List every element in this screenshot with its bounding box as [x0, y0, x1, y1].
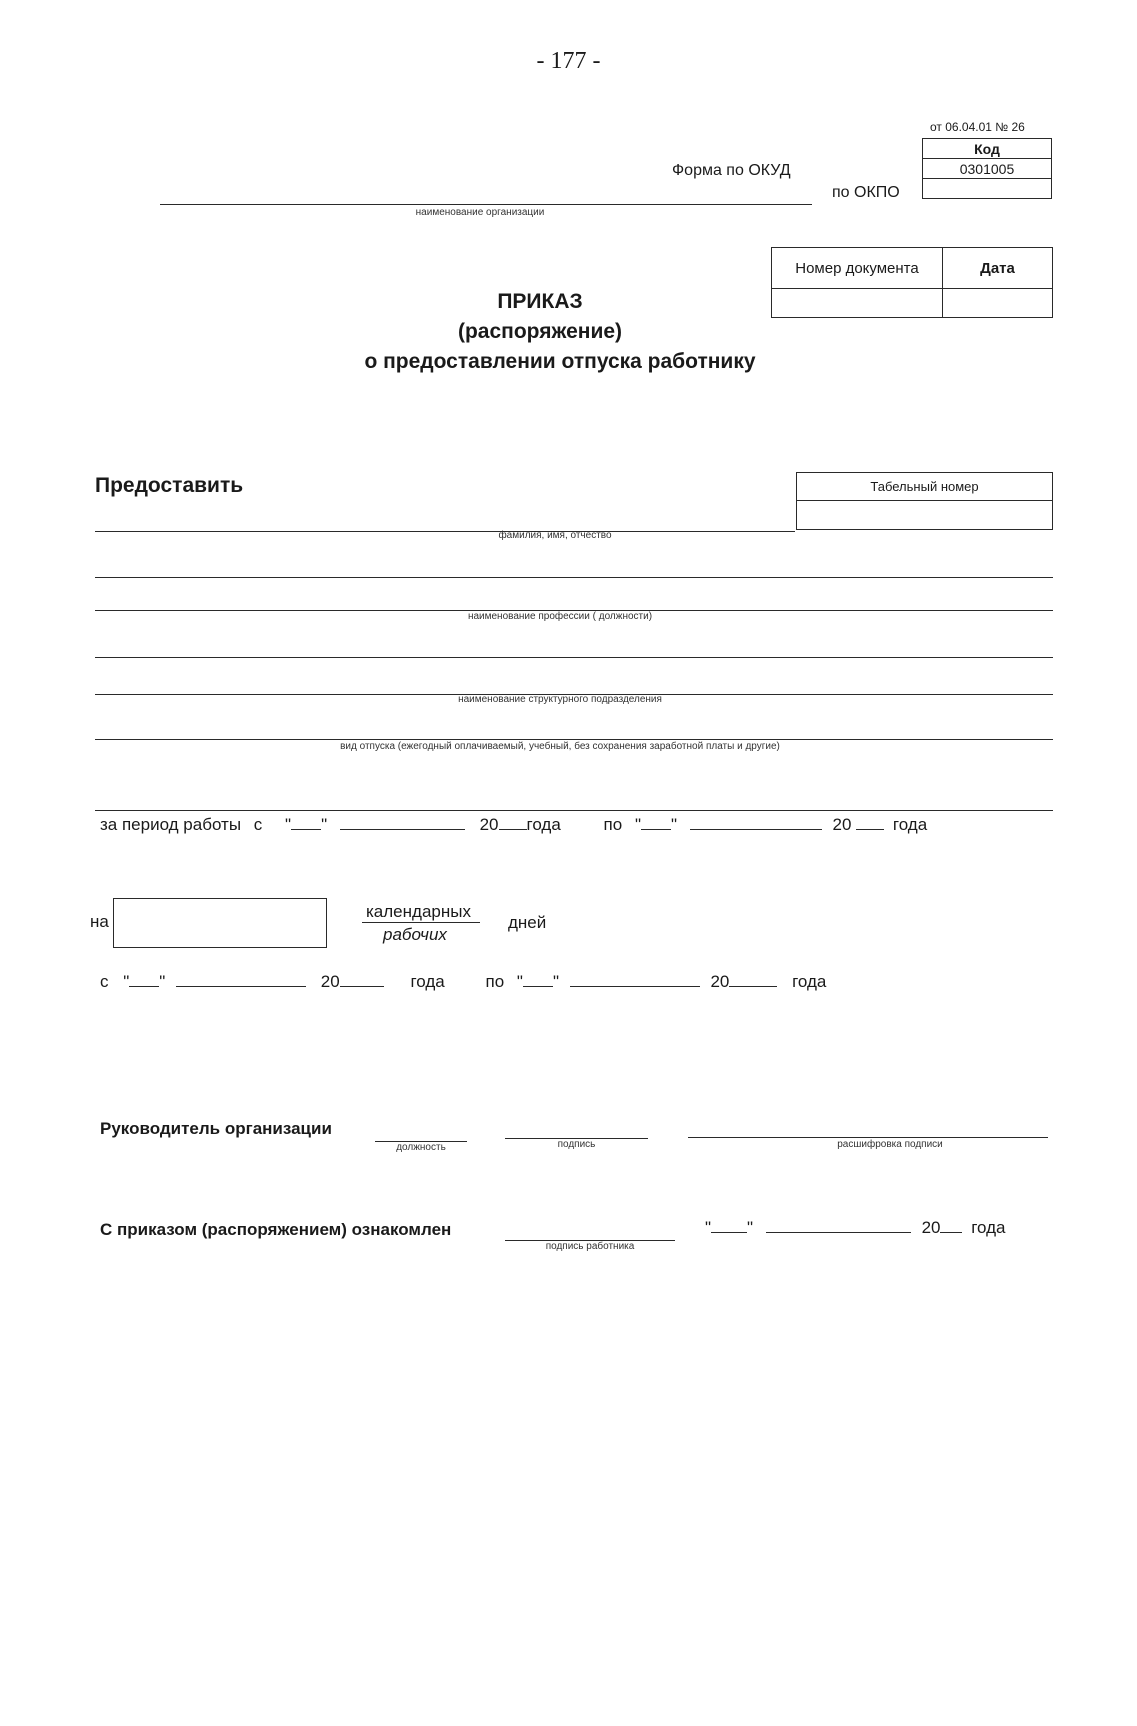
page-number: - 177 - — [536, 48, 601, 74]
okud-label: Форма по ОКУД — [672, 162, 791, 179]
organization-caption: наименование организации — [415, 207, 545, 218]
dates-from-month[interactable] — [176, 972, 306, 987]
title-subject: о предоставлении отпуска работнику — [364, 350, 756, 373]
doc-number-table — [771, 247, 1053, 318]
okpo-code-cell[interactable] — [923, 179, 1052, 199]
acquainted-year-suffix: года — [971, 1218, 1006, 1237]
profession-caption: наименование профессии ( должности) — [467, 611, 653, 622]
period-from-day[interactable] — [291, 815, 321, 830]
dates-to-year[interactable] — [729, 972, 777, 987]
period-to-label: по — [603, 815, 623, 834]
organization-line[interactable] — [160, 204, 812, 205]
head-position-caption: должность — [396, 1142, 446, 1153]
form-edition: от 06.04.01 № 26 — [930, 120, 1025, 134]
fio-caption: фамилия, имя, отчество — [498, 530, 612, 541]
dates-to-month[interactable] — [570, 972, 700, 987]
doc-date-header: Дата — [943, 248, 1053, 289]
okpo-label: по ОКПО — [832, 184, 900, 201]
duration-fraction-line — [362, 922, 480, 923]
period-label: за период работы — [100, 815, 242, 834]
period-from-year-suffix: года — [526, 815, 561, 834]
dates-row: с " " 20 года по " " 20 года — [100, 972, 827, 991]
leave-type-caption: вид отпуска (ежегодный оплачиваемый, учебный, без сохранения заработной платы и другие) — [340, 741, 780, 752]
code-table — [922, 138, 1052, 199]
tab-number-cell[interactable] — [797, 501, 1053, 530]
period-from-label: с — [253, 815, 263, 834]
doc-number-header: Номер документа — [772, 248, 943, 289]
head-decoding-caption: расшифровка подписи — [837, 1139, 943, 1150]
acquainted-year-prefix: 20 — [921, 1218, 941, 1237]
head-decoding-line[interactable] — [688, 1137, 1048, 1138]
period-from-year[interactable] — [499, 815, 527, 830]
leave-type-line[interactable] — [95, 739, 1053, 740]
dates-from-year[interactable] — [340, 972, 384, 987]
head-label: Руководитель организации — [100, 1119, 332, 1138]
period-to-year[interactable] — [856, 815, 884, 830]
acquainted-year[interactable] — [940, 1218, 962, 1233]
acquainted-day[interactable] — [711, 1218, 747, 1233]
fio-line[interactable] — [95, 531, 795, 532]
code-header: Код — [923, 139, 1052, 159]
dates-to-year-suffix: года — [792, 972, 827, 991]
title-instruction: (распоряжение) — [457, 320, 623, 343]
days-count-box[interactable] — [113, 898, 327, 948]
duration-days-label: дней — [508, 913, 547, 932]
tab-number-header: Табельный номер — [797, 473, 1053, 501]
duration-working: рабочих — [383, 925, 447, 944]
duration-on-label: на — [90, 912, 109, 931]
department-caption: наименование структурного подразделения — [458, 694, 662, 705]
period-to-year-suffix: года — [892, 815, 928, 834]
duration-calendar: календарных — [366, 902, 471, 921]
grant-label: Предоставить — [95, 474, 244, 497]
title-order: ПРИКАЗ — [497, 290, 583, 313]
fio-line-2[interactable] — [95, 577, 1053, 578]
dates-to-label: по — [485, 972, 505, 991]
acquainted-date-row: " " 20 года — [705, 1218, 1006, 1237]
dates-from-label: с — [100, 972, 109, 991]
tab-number-table — [796, 472, 1053, 530]
doc-number-cell[interactable] — [772, 289, 943, 318]
dates-from-day[interactable] — [129, 972, 159, 987]
okud-code-cell[interactable]: 0301005 — [923, 159, 1052, 179]
period-from-month[interactable] — [340, 815, 465, 830]
dates-from-year-prefix: 20 — [320, 972, 340, 991]
period-row: за период работы с " " 20 года по " " 20 года — [100, 815, 928, 834]
period-to-day[interactable] — [641, 815, 671, 830]
acquainted-month[interactable] — [766, 1218, 911, 1233]
dates-to-year-prefix: 20 — [710, 972, 730, 991]
doc-date-cell[interactable] — [943, 289, 1053, 318]
period-to-month[interactable] — [690, 815, 822, 830]
dates-from-year-suffix: года — [410, 972, 445, 991]
profession-line-2[interactable] — [95, 657, 1053, 658]
period-from-year-prefix: 20 — [479, 815, 499, 834]
dates-to-day[interactable] — [523, 972, 553, 987]
head-signature-caption: подпись — [557, 1139, 596, 1150]
period-to-year-prefix: 20 — [832, 815, 852, 834]
leave-type-line-2[interactable] — [95, 810, 1053, 811]
acquainted-label: С приказом (распоряжением) ознакомлен — [100, 1220, 452, 1239]
employee-signature-caption: подпись работника — [545, 1241, 635, 1252]
